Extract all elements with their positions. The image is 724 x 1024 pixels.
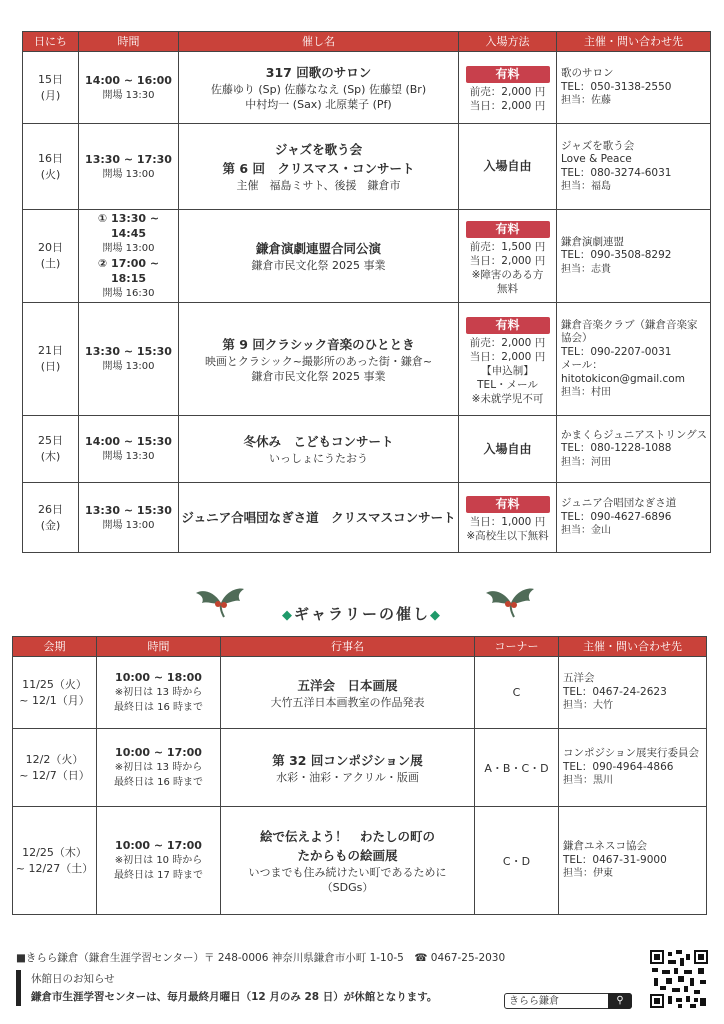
organizer-name: ジャズを歌う会: [561, 139, 635, 152]
date-cell: [23, 483, 79, 553]
doors-open: 開場 13:00: [102, 519, 155, 531]
time-note: 最終日は 16 時まで: [113, 702, 204, 713]
exhibit-title: たからもの絵画展: [297, 847, 398, 863]
organizer-contact: 担当：金山: [561, 525, 611, 537]
header-time: 時間: [97, 637, 221, 657]
date-cell: [23, 52, 79, 124]
admission-cell: [459, 210, 557, 303]
exhibit-subtitle: 大竹五洋日本画教室の作品発表: [270, 695, 425, 709]
event-title: 第 9 回クラシック音楽のひととき: [222, 336, 415, 352]
free-entry-label: 入場自由: [483, 441, 532, 456]
period-cell: [13, 729, 97, 807]
organizer-name: 鎌倉ユネスコ協会: [563, 840, 647, 853]
header-organizer: 主催・問い合わせ先: [559, 637, 707, 657]
header-corner: コーナー: [475, 637, 559, 657]
time-range: ② 17:00 ~ 18:15: [97, 257, 160, 285]
admission-detail: 当日：2,000 円: [469, 254, 546, 267]
corner-cell: C・D: [475, 807, 559, 915]
paid-badge: 有料: [466, 221, 550, 238]
organizer-name: 協会）: [561, 332, 593, 344]
admission-cell: [459, 483, 557, 553]
time-note: ※初日は 13 時から: [114, 762, 203, 773]
period-line: ~ 12/7（日）: [19, 768, 90, 782]
free-entry-label: 入場自由: [483, 159, 532, 173]
time-cell: [97, 657, 221, 729]
organizer-phone: TEL：0467-24-2623: [563, 685, 667, 698]
exhibit-title: 第 32 回コンポジション展: [272, 752, 423, 768]
time-cell: [79, 416, 179, 483]
organizer-phone: TEL：090-4627-6896: [561, 510, 672, 523]
event-cell: [179, 52, 459, 124]
date-weekday: (木): [40, 450, 61, 463]
event-cell: [179, 416, 459, 483]
date-day: 25日: [38, 434, 63, 447]
organizer-name: コンポジション展実行委員会: [563, 747, 700, 760]
admission-detail: 当日：2,000 円: [469, 350, 546, 363]
time-cell: [79, 124, 179, 210]
date-weekday: (金): [40, 518, 61, 532]
doors-open: 開場 13:30: [102, 89, 155, 101]
time-cell: [97, 729, 221, 807]
admission-detail: ※障害のある方: [471, 268, 544, 281]
organizer-email: hitotokicon@gmail.com: [561, 372, 685, 385]
organizer-phone: TEL：090-4964-4866: [563, 760, 674, 773]
exhibit-cell: [221, 729, 475, 807]
period-line: 12/2（火）: [25, 752, 84, 766]
time-range: 10:00 ~ 17:00: [115, 746, 202, 759]
header-organizer: 主催・問い合わせ先: [557, 32, 711, 52]
time-cell: [79, 483, 179, 553]
concert-table: [22, 31, 711, 553]
event-cell: [179, 124, 459, 210]
doors-open: 開場 13:30: [102, 451, 155, 462]
date-cell: [23, 124, 79, 210]
organizer-phone: TEL：0467-31-9000: [563, 853, 667, 866]
corner-cell: A・B・C・D: [475, 729, 559, 807]
concert-row: [23, 416, 711, 483]
header-event: 催し名: [179, 32, 459, 52]
organizer-cell: [559, 657, 707, 729]
admission-detail: TEL・メール: [477, 378, 538, 391]
diamond-icon: ◆: [281, 608, 294, 623]
gallery-banner: [256, 603, 468, 624]
organizer-name: Love & Peace: [561, 153, 632, 165]
concert-row: [23, 52, 711, 124]
period-cell: [13, 807, 97, 915]
organizer-contact: 担当：佐藤: [561, 95, 611, 107]
period-line: ~ 12/27（土）: [15, 861, 94, 875]
doors-open: 開場 13:00: [102, 168, 155, 180]
time-cell: [97, 807, 221, 915]
event-cell: [179, 483, 459, 553]
time-note: 最終日は 16 時まで: [113, 777, 204, 788]
time-range: 10:00 ~ 17:00: [115, 839, 202, 852]
gallery-row: [13, 807, 707, 915]
exhibit-cell: [221, 807, 475, 915]
concert-row: [23, 210, 711, 303]
organizer-phone: TEL：080-3274-6031: [561, 166, 672, 179]
event-subtitle: 映画とクラシック~撮影所のあった街・鎌倉~: [204, 354, 433, 368]
organizer-phone: TEL：090-3508-8292: [561, 249, 672, 262]
doors-open: 開場 16:30: [102, 288, 155, 299]
search-box[interactable]: [504, 993, 632, 1009]
organizer-phone: TEL：090-2207-0031: [561, 345, 672, 358]
time-range: 14:00 ~ 16:00: [85, 73, 172, 87]
date-weekday: (火): [40, 167, 61, 181]
event-title: 冬休み こどもコンサート: [243, 434, 394, 449]
admission-detail: 当日：2,000 円: [469, 100, 546, 112]
exhibit-subtitle: いつまでも住み続けたい町であるために: [248, 865, 447, 879]
event-title: 鎌倉演劇連盟合同公演: [255, 241, 381, 256]
time-range: ① 13:30 ~ 14:45: [97, 212, 160, 240]
event-subtitle: 中村均一 (Sax) 北原葉子 (Pf): [245, 98, 392, 111]
time-cell: [79, 210, 179, 303]
period-line: ~ 12/1（月）: [19, 693, 90, 707]
organizer-cell: [557, 483, 711, 553]
date-day: 21日: [38, 344, 63, 357]
admission-cell: [459, 416, 557, 483]
date-cell: [23, 303, 79, 416]
admission-detail: 当日：1,000 円: [469, 516, 546, 528]
organizer-contact: 担当：志貴: [561, 263, 611, 275]
qr-code-icon: [650, 950, 708, 1008]
organizer-contact: 担当：河田: [561, 456, 611, 468]
doors-open: 開場 13:00: [102, 243, 155, 254]
admission-cell: [459, 52, 557, 124]
exhibit-cell: [221, 657, 475, 729]
event-title: ジュニア合唱団なぎさ道 クリスマスコンサート: [181, 510, 456, 525]
organizer-cell: [557, 416, 711, 483]
admission-cell: [459, 303, 557, 416]
exhibit-subtitle: 水彩・油彩・アクリル・版画: [276, 770, 419, 784]
date-cell: [23, 210, 79, 303]
time-range: 10:00 ~ 18:00: [115, 671, 202, 684]
organizer-name: 鎌倉演劇連盟: [561, 235, 624, 248]
date-weekday: (月): [40, 88, 61, 102]
event-cell: [179, 210, 459, 303]
time-note: ※初日は 10 時から: [114, 855, 203, 866]
admission-detail: 【申込制】: [481, 364, 534, 377]
admission-detail: 前売：2,000 円: [469, 336, 546, 349]
gallery-row: [13, 729, 707, 807]
organizer-contact: 担当：福島: [561, 181, 611, 192]
event-title: ジャズを歌う会: [274, 142, 363, 157]
gallery-row: [13, 657, 707, 729]
organizer-cell: [557, 52, 711, 124]
paid-badge: 有料: [466, 496, 550, 513]
admission-detail: ※未就学児不可: [471, 392, 544, 405]
paid-badge: 有料: [466, 317, 550, 334]
date-weekday: (土): [40, 257, 61, 270]
exhibit-title: 五洋会 日本画展: [297, 677, 398, 693]
organizer-contact: 担当：伊東: [563, 868, 613, 880]
organizer-name: 歌のサロン: [561, 67, 614, 80]
gallery-header-row: [13, 637, 707, 657]
organizer-name: かまくらジュニアストリングス: [561, 428, 708, 441]
organizer-cell: [559, 729, 707, 807]
date-day: 20日: [38, 241, 63, 254]
closed-notice: [16, 970, 437, 1006]
diamond-icon: ◆: [430, 608, 442, 623]
time-cell: [79, 303, 179, 416]
time-note: 最終日は 17 時まで: [113, 870, 204, 881]
time-range: 13:30 ~ 15:30: [85, 503, 172, 517]
doors-open: 開場 13:00: [102, 361, 155, 372]
time-range: 14:00 ~ 15:30: [85, 435, 172, 448]
time-cell: [79, 52, 179, 124]
search-icon[interactable]: ⚲: [608, 993, 632, 1009]
organizer-cell: [557, 303, 711, 416]
time-range: 13:30 ~ 17:30: [85, 152, 172, 166]
organizer-cell: [559, 807, 707, 915]
organizer-cell: [557, 210, 711, 303]
concert-row: [23, 124, 711, 210]
period-line: 11/25（火）: [22, 677, 87, 691]
admission-detail: 前売：1,500 円: [469, 240, 546, 253]
organizer-cell: [557, 124, 711, 210]
facility-address: ■きらら鎌倉（鎌倉生涯学習センター）〒 248-0006 神奈川県鎌倉市小町 1-10-5 ☎ 0467-25-2030: [16, 952, 506, 964]
closed-text: 鎌倉市生涯学習センターは、毎月最終月曜日（12 月のみ 28 日）が休館となります。: [31, 991, 438, 1003]
concert-row: [23, 303, 711, 416]
organizer-email: メール：: [561, 359, 603, 371]
organizer-name: ジュニア合唱団なぎさ道: [561, 497, 677, 510]
event-cell: [179, 303, 459, 416]
organizer-phone: TEL：050-3138-2550: [561, 80, 672, 93]
header-time: 時間: [79, 32, 179, 52]
event-title: 317 回歌のサロン: [265, 65, 372, 80]
organizer-name: 五洋会: [563, 672, 595, 685]
event-subtitle: 佐藤ゆり (Sp) 佐藤ななえ (Sp) 佐藤望 (Br): [210, 83, 427, 96]
organizer-contact: 担当：大竹: [563, 700, 613, 712]
admission-cell: [459, 124, 557, 210]
admission-detail: ※高校生以下無料: [466, 530, 549, 542]
date-weekday: (日): [40, 360, 61, 373]
organizer-phone: TEL：080-1228-1088: [561, 442, 672, 455]
event-subtitle: 鎌倉市民文化祭 2025 事業: [251, 259, 386, 272]
date-cell: [23, 416, 79, 483]
organizer-contact: 担当：黒川: [563, 775, 613, 787]
exhibit-title: 絵で伝えよう！ わたしの町の: [259, 828, 435, 844]
holly-icon: [196, 583, 246, 619]
header-admission: 入場方法: [459, 32, 557, 52]
admission-detail: 無料: [497, 282, 518, 295]
corner-cell: C: [475, 657, 559, 729]
search-label: きらら鎌倉: [509, 996, 559, 1007]
event-subtitle: いっしょにうたおう: [269, 452, 368, 465]
closed-title: 休館日のお知らせ: [31, 973, 115, 985]
event-title: 第 6 回 クリスマス・コンサート: [222, 161, 415, 176]
date-day: 26日: [38, 502, 63, 516]
time-note: ※初日は 13 時から: [114, 687, 203, 698]
event-subtitle: 鎌倉市民文化祭 2025 事業: [251, 369, 386, 383]
organizer-contact: 担当：村田: [561, 387, 611, 398]
period-line: 12/25（木）: [22, 845, 87, 859]
date-day: 16日: [38, 151, 63, 165]
concert-header-row: [23, 32, 711, 52]
holly-icon: [486, 583, 536, 619]
period-cell: [13, 657, 97, 729]
gallery-table: [12, 636, 707, 915]
header-period: 会期: [13, 637, 97, 657]
event-subtitle: 主催 福島ミサト、後援 鎌倉市: [236, 179, 401, 192]
exhibit-subtitle: （SDGs）: [321, 880, 374, 894]
admission-detail: 前売：2,000 円: [469, 86, 546, 98]
date-day: 15日: [38, 72, 63, 86]
gallery-title: ギャラリーの催し: [293, 605, 430, 623]
concert-row: [23, 483, 711, 553]
header-exhibit: 行事名: [221, 637, 475, 657]
header-date: 日にち: [23, 32, 79, 52]
time-range: 13:30 ~ 15:30: [85, 345, 172, 358]
paid-badge: 有料: [466, 66, 550, 83]
organizer-name: 鎌倉音楽クラブ（鎌倉音楽家: [561, 318, 698, 331]
